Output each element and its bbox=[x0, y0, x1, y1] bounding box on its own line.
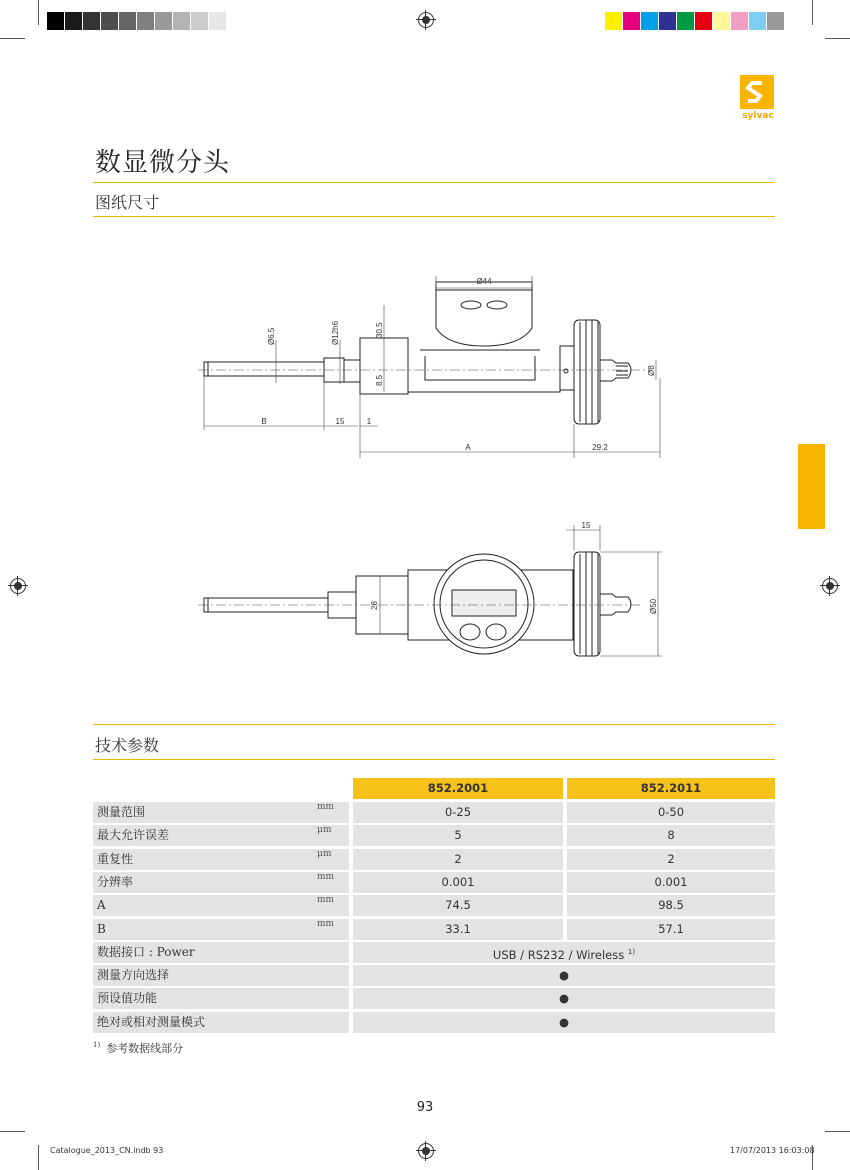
merged-value: ● bbox=[558, 968, 570, 983]
dim-label: 28 bbox=[370, 601, 379, 610]
row-label: 测量方向选择 bbox=[93, 965, 349, 986]
file-slug: Catalogue_2013_CN.indb 93 bbox=[50, 1146, 164, 1155]
color-swatch bbox=[83, 12, 101, 30]
table-cell: 0-50 bbox=[567, 802, 775, 823]
chapter-tab bbox=[798, 444, 825, 529]
color-swatch bbox=[623, 12, 641, 30]
color-swatch bbox=[137, 12, 155, 30]
table-cell: 8 bbox=[567, 825, 775, 846]
dim-label: Ø12h6 bbox=[331, 320, 340, 345]
row-unit: mm bbox=[317, 918, 335, 929]
dim-label: Ø44 bbox=[476, 277, 492, 286]
row-unit: μm bbox=[317, 848, 332, 859]
color-swatch bbox=[101, 12, 119, 30]
sylvac-logo-icon bbox=[740, 75, 774, 109]
row-label: B bbox=[93, 919, 349, 940]
footnote-text: 参考数据线部分 bbox=[106, 1042, 184, 1055]
table-row bbox=[93, 1012, 775, 1033]
table-row bbox=[93, 872, 775, 893]
table-row bbox=[93, 965, 775, 986]
table-row bbox=[93, 849, 775, 870]
table-row bbox=[93, 802, 775, 823]
footnote bbox=[93, 1040, 183, 1056]
dim-label: 29.2 bbox=[592, 443, 608, 452]
color-swatch bbox=[731, 12, 749, 30]
row-label: 绝对或相对测量模式 bbox=[93, 1012, 349, 1033]
color-swatch bbox=[155, 12, 173, 30]
row-unit: mm bbox=[317, 802, 335, 812]
sylvac-logo bbox=[740, 75, 776, 127]
footnote-mark: 1) bbox=[93, 1041, 101, 1050]
registration-mark-icon bbox=[418, 12, 434, 28]
row-unit: mm bbox=[317, 895, 335, 906]
table-cell: 57.1 bbox=[567, 919, 775, 940]
divider bbox=[93, 216, 775, 217]
row-label: 重复性 bbox=[93, 849, 349, 870]
color-swatch bbox=[605, 12, 623, 30]
side-view-drawing bbox=[190, 265, 670, 465]
row-label: A bbox=[93, 895, 349, 916]
table-row bbox=[93, 919, 775, 940]
row-label: 数据接口 : Power bbox=[93, 942, 349, 963]
dim-label: 15 bbox=[335, 417, 345, 426]
registration-mark-icon bbox=[822, 578, 838, 594]
table-row bbox=[93, 942, 775, 963]
page-number: 93 bbox=[416, 1100, 434, 1115]
table-row bbox=[93, 988, 775, 1009]
color-swatch bbox=[65, 12, 83, 30]
section-drawing-title: 图纸尺寸 bbox=[95, 193, 160, 212]
row-label: 预设值功能 bbox=[93, 988, 349, 1009]
merged-value: USB / RS232 / Wireless bbox=[492, 947, 625, 962]
color-swatch bbox=[209, 12, 227, 30]
crop-mark bbox=[825, 38, 850, 39]
color-swatch bbox=[659, 12, 677, 30]
color-swatch bbox=[191, 12, 209, 30]
color-swatch bbox=[641, 12, 659, 30]
table-cell: 0-25 bbox=[353, 802, 563, 823]
table-cell bbox=[353, 942, 775, 963]
logo-text: sylvac bbox=[742, 111, 774, 121]
table-cell: 2 bbox=[567, 849, 775, 870]
color-swatch bbox=[677, 12, 695, 30]
table-cell: 33.1 bbox=[353, 919, 563, 940]
color-swatch bbox=[713, 12, 731, 30]
table-cell: 2 bbox=[353, 849, 563, 870]
table-cell bbox=[353, 988, 775, 1009]
dim-label: 30.5 bbox=[375, 322, 384, 338]
row-label: 分辨率 bbox=[93, 872, 349, 893]
dim-label: Ø50 bbox=[649, 598, 658, 614]
color-swatch bbox=[749, 12, 767, 30]
gray-color-bar bbox=[47, 12, 245, 30]
merged-value: ● bbox=[558, 991, 570, 1006]
color-swatch bbox=[47, 12, 65, 30]
table-cell: 74.5 bbox=[353, 895, 563, 916]
table-cell: 0.001 bbox=[567, 872, 775, 893]
color-swatch bbox=[173, 12, 191, 30]
table-row bbox=[93, 825, 775, 846]
front-view-drawing bbox=[195, 515, 670, 665]
note-mark: 1) bbox=[627, 947, 636, 956]
date-slug: 17/07/2013 16:03:08 bbox=[730, 1146, 815, 1155]
crop-mark bbox=[38, 0, 39, 25]
section-specs-title: 技术参数 bbox=[95, 736, 160, 755]
divider bbox=[93, 724, 775, 725]
registration-mark-icon bbox=[10, 578, 26, 594]
crop-mark bbox=[38, 1145, 39, 1170]
divider bbox=[93, 182, 775, 183]
table-cell bbox=[353, 1012, 775, 1033]
crop-mark bbox=[812, 0, 813, 25]
model-header: 852.2011 bbox=[567, 778, 775, 799]
process-color-bar bbox=[605, 12, 785, 30]
color-swatch bbox=[695, 12, 713, 30]
page-title: 数显微分头 bbox=[95, 148, 231, 178]
color-swatch bbox=[119, 12, 137, 30]
table-row bbox=[93, 895, 775, 916]
table-cell: 0.001 bbox=[353, 872, 563, 893]
dim-label: 8.5 bbox=[375, 374, 384, 386]
crop-mark bbox=[0, 38, 25, 39]
divider bbox=[93, 759, 775, 760]
dim-label: 1 bbox=[366, 417, 372, 426]
color-swatch bbox=[767, 12, 785, 30]
crop-mark bbox=[0, 1131, 25, 1132]
color-swatch bbox=[227, 12, 245, 30]
dim-label: A bbox=[465, 443, 471, 452]
dim-label: Ø8 bbox=[647, 365, 656, 376]
crop-mark bbox=[825, 1131, 850, 1132]
row-label: 测量范围 bbox=[93, 802, 349, 823]
model-header: 852.2001 bbox=[353, 778, 563, 799]
registration-mark-icon bbox=[418, 1143, 434, 1159]
merged-value: ● bbox=[558, 1014, 570, 1029]
dim-label: Ø6.5 bbox=[267, 327, 276, 345]
row-unit: μm bbox=[317, 825, 332, 836]
table-cell: 5 bbox=[353, 825, 563, 846]
table-cell: 98.5 bbox=[567, 895, 775, 916]
table-cell bbox=[353, 965, 775, 986]
dim-label: B bbox=[261, 417, 267, 426]
row-label: 最大允许误差 bbox=[93, 825, 349, 846]
dim-label: 15 bbox=[581, 521, 591, 530]
row-unit: mm bbox=[317, 871, 335, 882]
